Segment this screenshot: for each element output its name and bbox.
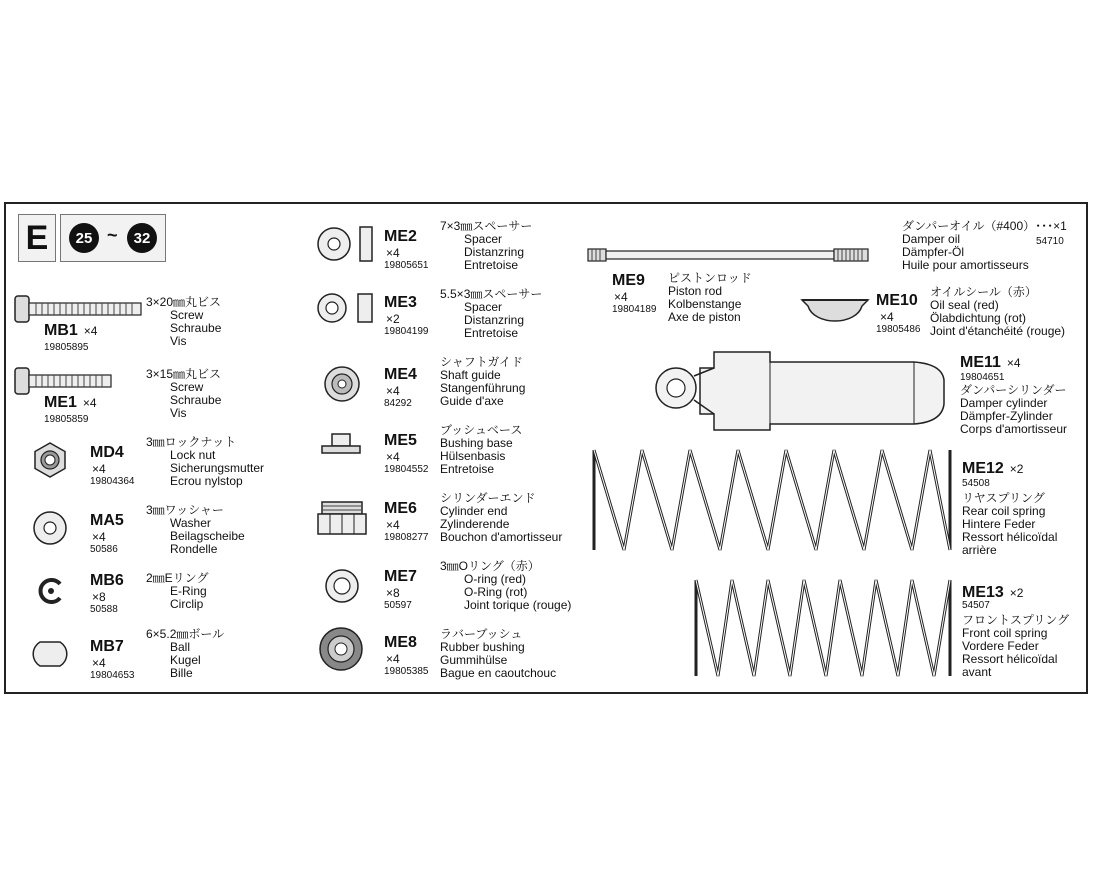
section-letter: E (18, 214, 56, 262)
part-qty-MB6: ×8 (92, 590, 106, 604)
step-range (60, 214, 166, 262)
part-desc-ME6: シリンダーエンド Cylinder end Zylinderende Bouchon d'amortisseur (440, 491, 563, 544)
part-number-MB6: 50588 (90, 604, 118, 615)
step-from-badge: 25 (69, 223, 99, 253)
part-code-MA5: MA5 (90, 512, 124, 529)
part-code-ME1: ME1 ×4 (44, 394, 97, 411)
part-code-MB7: MB7 (90, 638, 124, 655)
part-qty-MD4: ×4 (92, 462, 106, 476)
part-desc-ME12: リヤスプリング Rear coil spring Hintere Feder Ressort hélicoïdal arrière (962, 491, 1058, 557)
e-ring-icon (36, 576, 66, 606)
part-qty-MA5: ×4 (92, 530, 106, 544)
part-desc-MB6: 2㎜Eリング E-Ring Circlip (146, 571, 209, 611)
part-number-ME12: 54508 (962, 478, 990, 489)
part-number-ME6: 19808277 (384, 532, 429, 543)
part-number-ME7: 50597 (384, 600, 412, 611)
part-qty-ME6: ×4 (386, 518, 400, 532)
screw-long-icon (14, 294, 144, 324)
part-number-ME5: 19804552 (384, 464, 429, 475)
part-number-ME4: 84292 (384, 398, 412, 409)
part-qty-ME7: ×8 (386, 586, 400, 600)
part-number-MD4: 19804364 (90, 476, 135, 487)
part-desc-MA5: 3㎜ワッシャー Washer Beilagscheibe Rondelle (146, 503, 245, 556)
part-code-ME9: ME9 (612, 272, 645, 289)
part-desc-MB1: 3×20㎜丸ビス Screw Schraube Vis (146, 295, 222, 348)
part-code-ME13: ME13 ×2 (962, 584, 1024, 601)
part-desc-ME3: 5.5×3㎜スペーサー Spacer Distanzring Entretoise (440, 287, 543, 340)
part-code-MB6: MB6 (90, 572, 124, 589)
part-number-MB1: 19805895 (44, 342, 89, 353)
part-number-ME10: 19805486 (876, 324, 921, 335)
bushing-base-icon (318, 432, 364, 456)
part-desc-ME11: ダンパーシリンダー Damper cylinder Dämpfer-Zylinder Corps d'amortisseur (960, 383, 1067, 436)
rear-coil-spring-icon (590, 444, 956, 556)
part-number-ME11: 19804651 (960, 372, 1005, 383)
part-number-ME9: 19804189 (612, 304, 657, 315)
part-number-MA5: 50586 (90, 544, 118, 555)
part-number-ME8: 19805385 (384, 666, 429, 677)
part-code-MB1: MB1 ×4 (44, 322, 98, 339)
part-code-ME2: ME2 (384, 228, 417, 245)
part-number-damper-oil: 54710 (1036, 236, 1064, 247)
part-qty-ME5: ×4 (386, 450, 400, 464)
cylinder-end-icon (316, 500, 368, 540)
washer-icon (32, 510, 68, 546)
piston-rod-icon (586, 244, 872, 266)
part-qty-MB7: ×4 (92, 656, 106, 670)
lock-nut-icon (32, 442, 68, 478)
part-code-ME4: ME4 (384, 366, 417, 383)
step-to-badge: 32 (127, 223, 157, 253)
part-desc-MD4: 3㎜ロックナット Lock nut Sicherungsmutter Ecrou nylstop (146, 435, 265, 488)
part-number-ME1: 19805859 (44, 414, 89, 425)
part-code-ME8: ME8 (384, 634, 417, 651)
part-code-ME3: ME3 (384, 294, 417, 311)
part-desc-MB7: 6×5.2㎜ボール Ball Kugel Bille (146, 627, 225, 680)
ball-icon (34, 636, 66, 672)
part-code-ME6: ME6 (384, 500, 417, 517)
spacer-large-icon (314, 224, 378, 264)
shaft-guide-icon (322, 364, 362, 404)
part-desc-ME9: ピストンロッド Piston rod Kolbenstange Axe de piston (668, 271, 752, 324)
screw-short-icon (14, 366, 114, 396)
part-code-MD4: MD4 (90, 444, 124, 461)
part-desc-ME13: フロントスプリング Front coil spring Vordere Feder Ressort hélicoïdal avant (962, 613, 1070, 679)
front-coil-spring-icon (692, 574, 956, 682)
part-desc-ME2: 7×3㎜スペーサー Spacer Distanzring Entretoise (440, 219, 533, 272)
part-qty-ME8: ×4 (386, 652, 400, 666)
part-code-ME11: ME11 ×4 (960, 354, 1021, 371)
part-desc-ME8: ラバーブッシュ Rubber bushing Gummihülse Bague en caoutchouc (440, 627, 557, 680)
damper-cylinder-icon (652, 340, 952, 440)
o-ring-icon (322, 566, 362, 606)
part-desc-ME4: シャフトガイド Shaft guide Stangenführung Guide d'axe (440, 355, 526, 408)
part-code-ME7: ME7 (384, 568, 417, 585)
part-qty-ME10: ×4 (880, 310, 894, 324)
part-desc-ME7: 3㎜Oリング（赤） O-ring (red) O-Ring (rot) Joint torique (rouge) (440, 559, 572, 612)
part-desc-damper-oil: ダンパーオイル（#400）･･･×1 Damper oil Dämpfer-Öl Huile pour amortisseurs (902, 219, 1067, 272)
part-desc-ME5: ブッシュベース Bushing base Hülsenbasis Entretoise (440, 423, 523, 476)
part-number-ME13: 54507 (962, 600, 990, 611)
rubber-bushing-icon (318, 626, 364, 672)
part-qty-ME2: ×4 (386, 246, 400, 260)
part-number-ME2: 19805651 (384, 260, 429, 271)
part-code-ME5: ME5 (384, 432, 417, 449)
spacer-small-icon (314, 290, 378, 326)
part-desc-ME1: 3×15㎜丸ビス Screw Schraube Vis (146, 367, 222, 420)
part-qty-ME4: ×4 (386, 384, 400, 398)
step-range-separator: ~ (107, 225, 118, 245)
part-number-ME3: 19804199 (384, 326, 429, 337)
part-qty-ME9: ×4 (614, 290, 628, 304)
oil-seal-icon (798, 294, 872, 332)
part-code-ME12: ME12 ×2 (962, 460, 1024, 477)
part-number-MB7: 19804653 (90, 670, 135, 681)
part-code-ME10: ME10 (876, 292, 918, 309)
part-qty-ME3: ×2 (386, 312, 400, 326)
part-desc-ME10: オイルシール（赤） Oil seal (red) Ölabdichtung (rot) Joint d'étanchéité (rouge) (930, 285, 1066, 338)
